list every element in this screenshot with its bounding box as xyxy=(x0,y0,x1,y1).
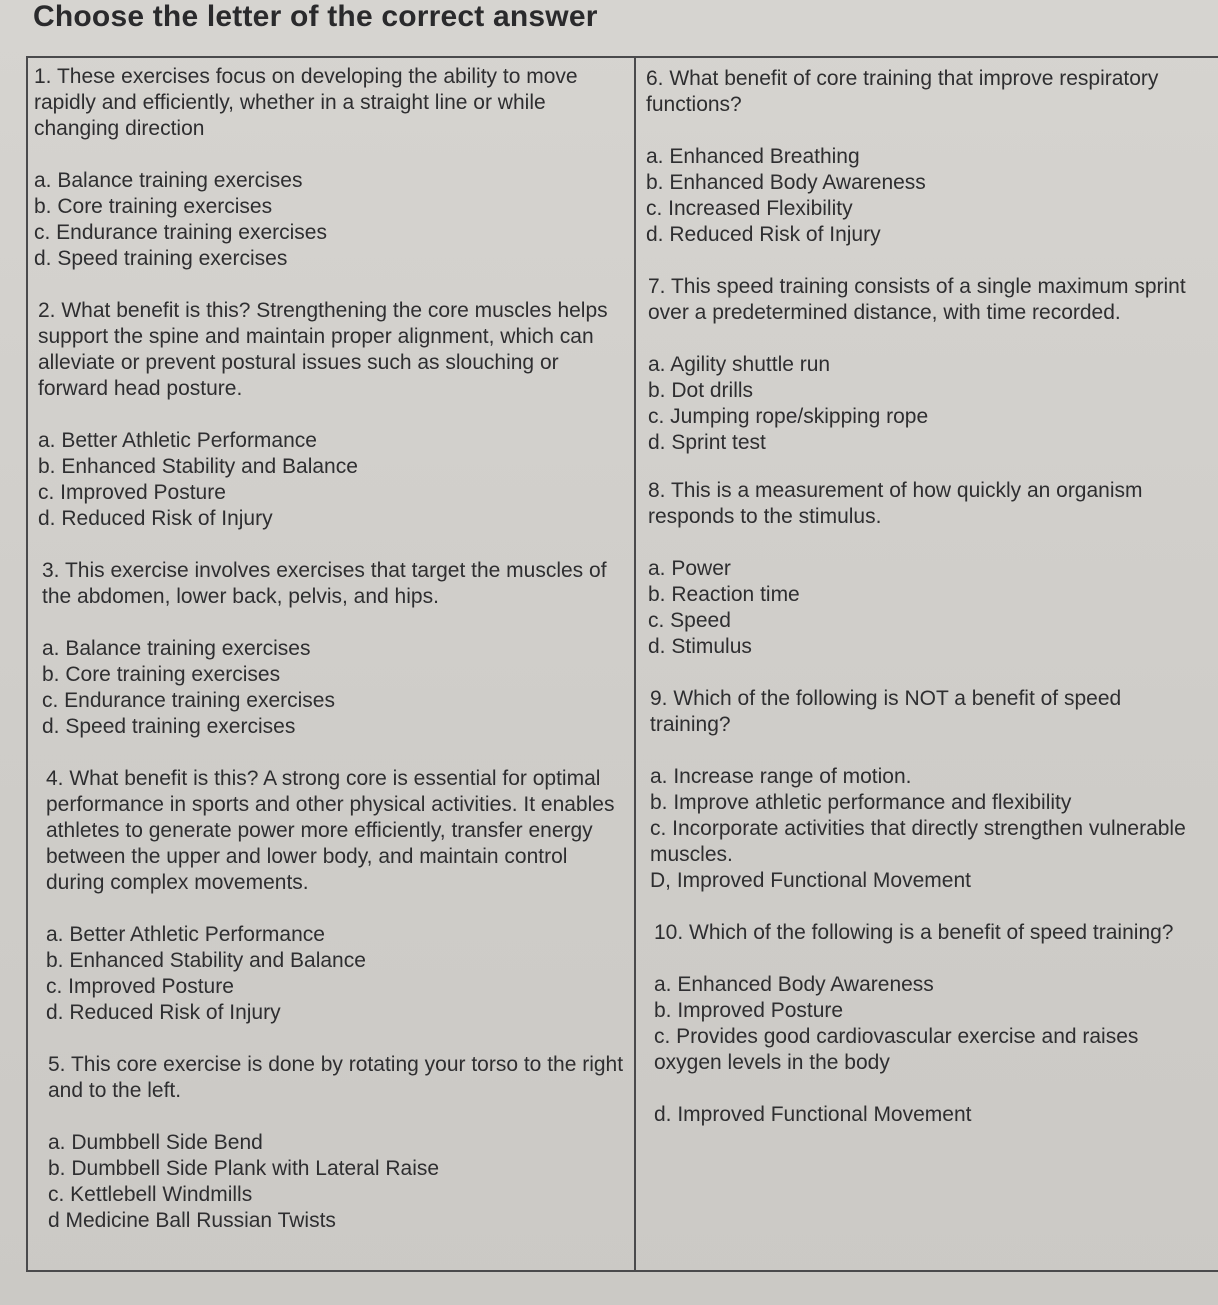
question-4-option-b: b. Enhanced Stability and Balance xyxy=(46,949,366,972)
question-5-options xyxy=(48,1130,624,1234)
question-2-option-b: b. Enhanced Stability and Balance xyxy=(38,455,358,478)
question-10 xyxy=(646,920,1218,1128)
question-8-option-b: b. Reaction time xyxy=(648,583,800,606)
question-2-option-d: d. Reduced Risk of Injury xyxy=(38,507,273,530)
question-5 xyxy=(34,1052,624,1234)
question-1-text: 1. These exercises focus on developing the ability to move rapidly and efficiently, whether in a straight line or while changing direction xyxy=(34,65,578,140)
question-1-option-c: c. Endurance training exercises xyxy=(34,221,327,244)
question-1-option-b: b. Core training exercises xyxy=(34,195,273,218)
question-6-options xyxy=(646,144,1218,248)
question-6-option-c: c. Increased Flexibility xyxy=(646,197,853,220)
question-7-option-d: d. Sprint test xyxy=(648,431,766,454)
question-4-text: 4. What benefit is this? A strong core is essential for optimal performance in sports and other physical activities. It enables athletes to generate power more efficiently, transfer energy between the upper and lower body, and maintain control during complex movements. xyxy=(46,767,615,894)
question-7-text: 7. This speed training consists of a single maximum sprint over a predetermined distance, with time recorded. xyxy=(648,275,1186,324)
question-5-option-c: c. Kettlebell Windmills xyxy=(48,1183,253,1206)
question-4-option-c: c. Improved Posture xyxy=(46,975,234,998)
question-7-option-b: b. Dot drills xyxy=(648,379,754,402)
question-3-options xyxy=(42,636,624,740)
question-8-option-a: a. Power xyxy=(648,557,731,580)
question-7-options xyxy=(648,352,1218,456)
question-8-option-c: c. Speed xyxy=(648,609,731,632)
question-3-option-a: a. Balance training exercises xyxy=(42,637,311,660)
question-8-text: 8. This is a measurement of how quickly an organism responds to the stimulus. xyxy=(648,479,1143,528)
question-2-options xyxy=(38,428,624,532)
question-6-option-a: a. Enhanced Breathing xyxy=(646,145,860,168)
question-6 xyxy=(646,66,1218,248)
question-9-options xyxy=(650,764,1218,894)
question-5-option-a: a. Dumbbell Side Bend xyxy=(48,1131,263,1154)
question-2-option-a: a. Better Athletic Performance xyxy=(38,429,317,452)
question-10-option-a: a. Enhanced Body Awareness xyxy=(654,973,934,996)
question-5-text: 5. This core exercise is done by rotating your torso to the right and to the left. xyxy=(48,1053,624,1102)
question-10-option-c: c. Provides good cardiovascular exercise and raises oxygen levels in the body xyxy=(654,1025,1139,1074)
question-8-options xyxy=(648,556,1218,660)
question-7-option-c: c. Jumping rope/skipping rope xyxy=(648,405,929,428)
question-2-text: 2. What benefit is this? Strengthening the core muscles helps support the spine and maintain proper alignment, which can alleviate or prevent postural issues such as slouching or forward head posture. xyxy=(38,299,608,400)
question-4-option-a: a. Better Athletic Performance xyxy=(46,923,325,946)
question-10-options xyxy=(654,972,1218,1128)
question-3-option-b: b. Core training exercises xyxy=(42,663,281,686)
question-9-text: 9. Which of the following is NOT a benefit of speed training? xyxy=(650,687,1122,736)
question-5-option-b: b. Dumbbell Side Plank with Lateral Raise xyxy=(48,1157,440,1180)
question-1-option-d: d. Speed training exercises xyxy=(34,247,288,270)
question-2 xyxy=(34,298,624,532)
question-1-option-a: a. Balance training exercises xyxy=(34,169,303,192)
question-8 xyxy=(646,478,1218,660)
question-10-option-d: d. Improved Functional Movement xyxy=(654,1103,972,1126)
question-1-options xyxy=(34,168,624,272)
column-divider xyxy=(634,58,636,1272)
question-6-option-d: d. Reduced Risk of Injury xyxy=(646,223,881,246)
question-4-option-d: d. Reduced Risk of Injury xyxy=(46,1001,281,1024)
left-column xyxy=(34,64,624,1234)
question-6-option-b: b. Enhanced Body Awareness xyxy=(646,171,926,194)
question-3-option-d: d. Speed training exercises xyxy=(42,715,296,738)
question-7 xyxy=(646,274,1218,456)
question-4 xyxy=(34,766,624,1026)
question-9-option-a: a. Increase range of motion. xyxy=(650,765,912,788)
question-1 xyxy=(34,64,624,272)
question-4-options xyxy=(46,922,624,1026)
question-9 xyxy=(646,686,1218,894)
question-3-option-c: c. Endurance training exercises xyxy=(42,689,335,712)
question-8-option-d: d. Stimulus xyxy=(648,635,752,658)
question-7-option-a: a. Agility shuttle run xyxy=(648,353,831,376)
question-5-option-d: d Medicine Ball Russian Twists xyxy=(48,1209,336,1232)
page-title: Choose the letter of the correct answer xyxy=(33,0,598,33)
question-3-text: 3. This exercise involves exercises that target the muscles of the abdomen, lower back, pelvis, and hips. xyxy=(42,559,607,608)
question-3 xyxy=(34,558,624,740)
question-9-option-d: D, Improved Functional Movement xyxy=(650,869,971,892)
question-2-option-c: c. Improved Posture xyxy=(38,481,226,504)
question-9-option-b: b. Improve athletic performance and flexibility xyxy=(650,791,1072,814)
right-column xyxy=(646,66,1218,1128)
question-9-option-c: c. Incorporate activities that directly strengthen vulnerable muscles. xyxy=(650,817,1186,866)
question-10-option-b: b. Improved Posture xyxy=(654,999,844,1022)
question-10-text: 10. Which of the following is a benefit of speed training? xyxy=(654,921,1174,944)
question-6-text: 6. What benefit of core training that improve respiratory functions? xyxy=(646,67,1159,116)
